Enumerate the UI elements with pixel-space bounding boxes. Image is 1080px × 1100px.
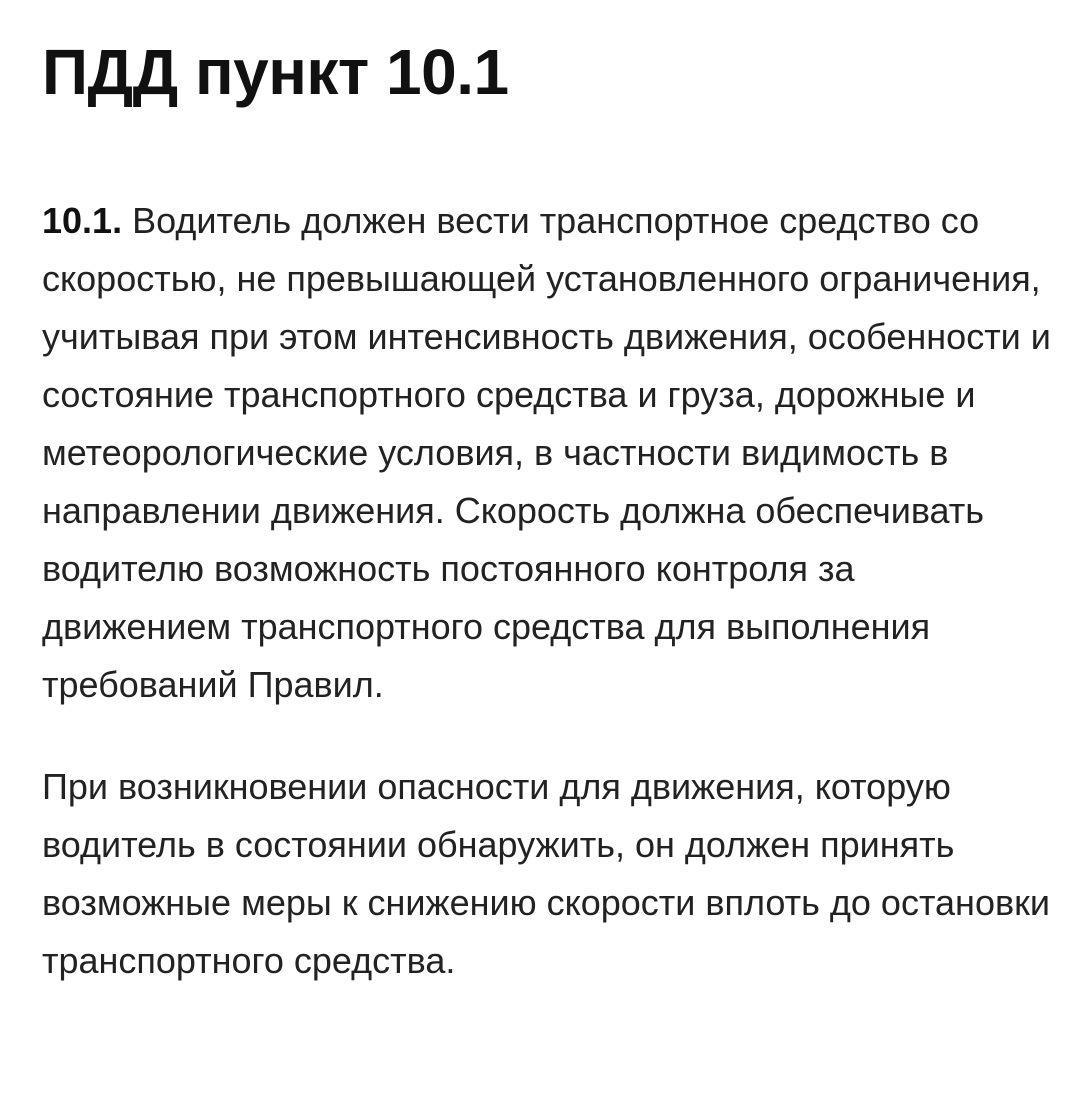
paragraph-10-1 — [42, 192, 1052, 714]
paragraph-text: Водитель должен вести транспортное средство со скоростью, не превышающей установленного ограничения, учитывая при этом интенсивность движения, особенности и состояние транспортного средства и груза, дорожные и метеорологические условия, в частности видимость в направлении движения. Скорость должна обеспечивать водителю возможность постоянного контроля за движением транспортного средства для выполнения требований Правил. — [42, 200, 1051, 705]
page-title: ПДД пункт 10.1 — [42, 36, 509, 108]
paragraph-number: 10.1. — [42, 200, 123, 241]
paragraph-danger — [42, 758, 1052, 990]
paragraph-text: При возникновении опасности для движения, которую водитель в состоянии обнаружить, он должен принять возможные меры к снижению скорости вплоть до остановки транспортного средства. — [42, 766, 1050, 981]
article — [42, 0, 1052, 990]
